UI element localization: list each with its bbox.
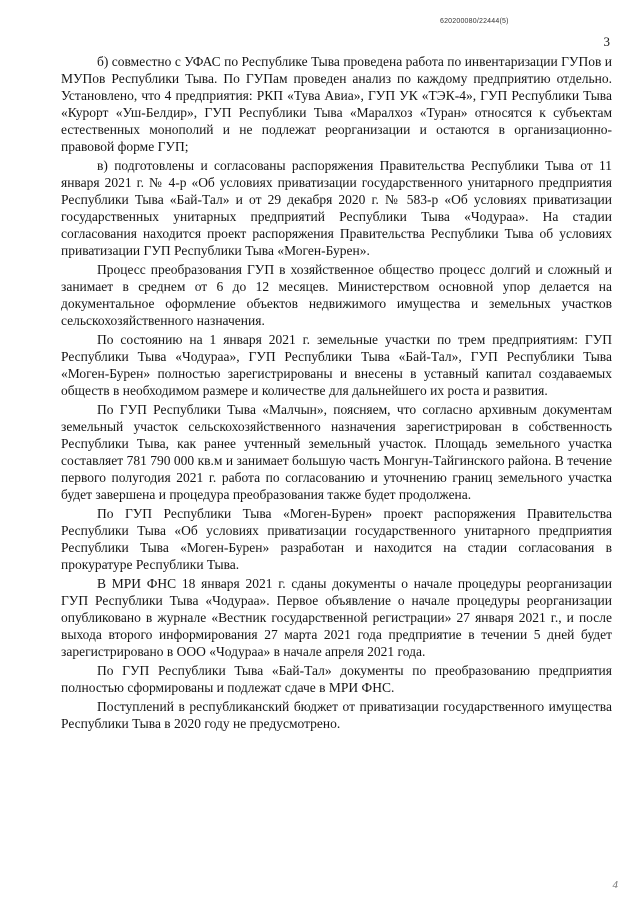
corner-handwritten-mark: 4 (612, 879, 618, 891)
page-number: 3 (603, 34, 610, 49)
paragraph-process: Процесс преобразования ГУП в хозяйственное общество процесс долгий и сложный и занимает в среднем от 6 до 12 месяцев. Министерством основной упор делается на документальное оформление объектов недвижимого имущества и земельных участков сельскохозяйственного назначения. (61, 262, 612, 328)
paragraph-chodura: В МРИ ФНС 18 января 2021 г. сданы документы о начале процедуры реорганизации ГУП Республики Тыва «Чодураа». Первое объявление о начале процедуры реорганизации опубликовано в журнале «Вестник государственной регистрации» 27 января 2021 г., и после выхода второго информирования 27 марта 2021 года предприятие в течении 5 дней будет зарегистрировано в ООО «Чодураа» в начале апреля 2021 года. (61, 576, 612, 659)
paragraph-bai-tal: По ГУП Республики Тыва «Бай-Тал» документы по преобразованию предприятия полностью сформированы и подлежат сдаче в МРИ ФНС. (61, 663, 612, 695)
paragraph-land-status: По состоянию на 1 января 2021 г. земельные участки по трем предприятиям: ГУП Республики Тыва «Чодураа», ГУП Республики Тыва «Бай-Тал», ГУП Республики Тыва «Моген-Бурен» полностью зарегистрированы и внесены в уставный капитал создаваемых обществ в необходимом размере и количестве для дальнейшего их роста и развития. (61, 332, 612, 398)
paragraph-mogen-buren: По ГУП Республики Тыва «Моген-Бурен» проект распоряжения Правительства Республики Тыва «Об условиях приватизации государственного унитарного предприятия Республики Тыва «Моген-Бурен» разработан и находится на стадии согласования в прокуратуре Республики Тыва. (61, 506, 612, 572)
paragraph-orders: в) подготовлены и согласованы распоряжения Правительства Республики Тыва от 11 января 2021 г. № 4-р «Об условиях приватизации государственного унитарного предприятия Республики Тыва «Бай-Тал» и от 29 декабря 2020 г. № 583-р «Об условиях приватизации государственных унитарных предприятий Республики Тыва «Чодураа». На стадии согласования находится проект распоряжения Правительства Республики Тыва об условиях приватизации ГУП Республики Тыва «Моген-Бурен». (61, 158, 612, 258)
paragraph-budget: Поступлений в республиканский бюджет от приватизации государственного имущества Республики Тыва в 2020 году не предусмотрено. (61, 699, 612, 731)
document-number: 620200080/22444(5) (440, 18, 509, 25)
document-body (61, 53, 612, 734)
paragraph-inventory: б) совместно с УФАС по Республике Тыва проведена работа по инвентаризации ГУПов и МУПов Республики Тыва. По ГУПам проведен анализ по каждому предприятию отдельно. Установлено, что 4 предприятия: РКП «Тува Авиа», ГУП УК «ТЭК-4», ГУП Республики Тыва «Курорт «Уш-Белдир», ГУП Республики Тыва «Маралхоз «Туран» относятся к субъектам естественных монополий и не подлежат реорганизации и остаются в организационно-правовой форме ГУП; (61, 54, 612, 154)
paragraph-malchyn: По ГУП Республики Тыва «Малчын», поясняем, что согласно архивным документам земельный участок сельскохозяйственного назначения зарегистрирован в собственность Республики Тыва, как ранее учтенный земельный участок. Площадь земельного участка составляет 781 790 000 кв.м и занимает большую часть Монгун-Тайгинского района. В течение первого полугодия 2021 г. работа по согласованию и уточнению границ земельного участка будет завершена и процедура преобразования также будет продолжена. (61, 402, 612, 502)
